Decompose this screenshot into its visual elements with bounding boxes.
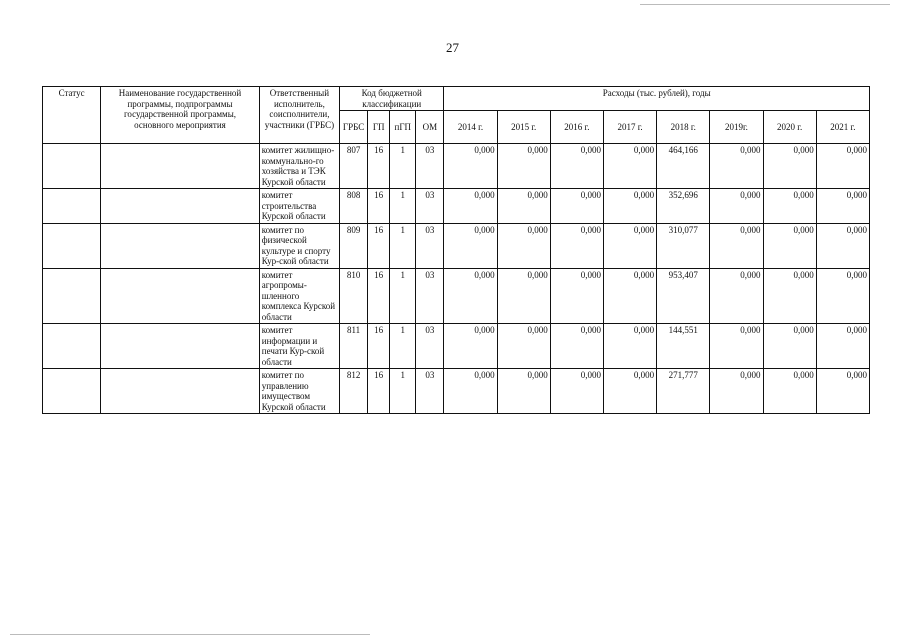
program-cell xyxy=(101,189,260,224)
header-code-0: ГРБС xyxy=(340,111,368,144)
grbs-cell: 811 xyxy=(340,324,368,369)
pgp-cell: 1 xyxy=(390,324,416,369)
amount-cell: 0,000 xyxy=(763,369,816,414)
header-year-7: 2021 г. xyxy=(816,111,869,144)
table-row xyxy=(43,268,870,324)
program-cell xyxy=(101,144,260,189)
amount-cell: 0,000 xyxy=(763,189,816,224)
amount-cell: 0,000 xyxy=(763,144,816,189)
amount-cell: 0,000 xyxy=(816,144,869,189)
amount-cell: 0,000 xyxy=(603,223,656,268)
program-cell xyxy=(101,324,260,369)
header-budget-code: Код бюджетной классификации xyxy=(340,87,444,111)
grbs-cell: 809 xyxy=(340,223,368,268)
header-year-2: 2016 г. xyxy=(550,111,603,144)
gp-cell: 16 xyxy=(368,223,390,268)
status-cell xyxy=(43,223,101,268)
header-year-1: 2015 г. xyxy=(497,111,550,144)
amount-cell: 0,000 xyxy=(444,369,497,414)
amount-cell: 0,000 xyxy=(444,189,497,224)
scan-artifact-bottom xyxy=(10,634,370,635)
amount-cell: 0,000 xyxy=(603,144,656,189)
om-cell: 03 xyxy=(416,268,444,324)
header-year-5: 2019г. xyxy=(710,111,763,144)
amount-cell: 0,000 xyxy=(550,144,603,189)
amount-cell: 0,000 xyxy=(550,268,603,324)
pgp-cell: 1 xyxy=(390,268,416,324)
table-row xyxy=(43,189,870,224)
status-cell xyxy=(43,324,101,369)
executor-cell: комитет по управлению имуществом Курской области xyxy=(259,369,339,414)
status-cell xyxy=(43,369,101,414)
pgp-cell: 1 xyxy=(390,189,416,224)
header-code-1: ГП xyxy=(368,111,390,144)
pgp-cell: 1 xyxy=(390,369,416,414)
amount-cell: 0,000 xyxy=(603,369,656,414)
gp-cell: 16 xyxy=(368,324,390,369)
amount-cell: 0,000 xyxy=(710,369,763,414)
table-row xyxy=(43,144,870,189)
amount-cell: 0,000 xyxy=(816,223,869,268)
executor-cell: комитет агропромы-шленного комплекса Курской области xyxy=(259,268,339,324)
header-code-3: ОМ xyxy=(416,111,444,144)
amount-cell: 0,000 xyxy=(710,324,763,369)
amount-cell: 0,000 xyxy=(497,144,550,189)
amount-cell: 0,000 xyxy=(444,223,497,268)
amount-cell: 0,000 xyxy=(763,324,816,369)
amount-cell: 0,000 xyxy=(763,223,816,268)
amount-cell: 0,000 xyxy=(710,223,763,268)
amount-cell: 271,777 xyxy=(657,369,710,414)
amount-cell: 0,000 xyxy=(550,324,603,369)
table-row xyxy=(43,223,870,268)
amount-cell: 953,407 xyxy=(657,268,710,324)
grbs-cell: 810 xyxy=(340,268,368,324)
header-year-0: 2014 г. xyxy=(444,111,497,144)
header-year-6: 2020 г. xyxy=(763,111,816,144)
status-cell xyxy=(43,189,101,224)
amount-cell: 0,000 xyxy=(763,268,816,324)
header-program: Наименование государственной программы, подпрограммы государственной программы, основного мероприятия xyxy=(101,87,260,144)
page-number: 27 xyxy=(446,40,459,55)
amount-cell: 0,000 xyxy=(603,268,656,324)
amount-cell: 0,000 xyxy=(497,268,550,324)
grbs-cell: 807 xyxy=(340,144,368,189)
pgp-cell: 1 xyxy=(390,144,416,189)
om-cell: 03 xyxy=(416,223,444,268)
amount-cell: 0,000 xyxy=(497,324,550,369)
grbs-cell: 812 xyxy=(340,369,368,414)
amount-cell: 464,166 xyxy=(657,144,710,189)
gp-cell: 16 xyxy=(368,369,390,414)
amount-cell: 0,000 xyxy=(550,223,603,268)
gp-cell: 16 xyxy=(368,144,390,189)
status-cell xyxy=(43,268,101,324)
amount-cell: 0,000 xyxy=(710,144,763,189)
table-row xyxy=(43,324,870,369)
om-cell: 03 xyxy=(416,369,444,414)
header-expenses: Расходы (тыс. рублей), годы xyxy=(444,87,870,111)
om-cell: 03 xyxy=(416,144,444,189)
amount-cell: 0,000 xyxy=(497,223,550,268)
amount-cell: 0,000 xyxy=(603,324,656,369)
table-row xyxy=(43,369,870,414)
table-header xyxy=(43,87,870,144)
amount-cell: 0,000 xyxy=(710,268,763,324)
grbs-cell: 808 xyxy=(340,189,368,224)
amount-cell: 0,000 xyxy=(444,324,497,369)
header-year-4: 2018 г. xyxy=(657,111,710,144)
header-code-2: пГП xyxy=(390,111,416,144)
amount-cell: 0,000 xyxy=(497,369,550,414)
amount-cell: 0,000 xyxy=(710,189,763,224)
amount-cell: 0,000 xyxy=(444,268,497,324)
gp-cell: 16 xyxy=(368,268,390,324)
amount-cell: 0,000 xyxy=(816,189,869,224)
om-cell: 03 xyxy=(416,324,444,369)
amount-cell: 0,000 xyxy=(816,369,869,414)
header-year-3: 2017 г. xyxy=(603,111,656,144)
amount-cell: 310,077 xyxy=(657,223,710,268)
executor-cell: комитет информации и печати Кур-ской области xyxy=(259,324,339,369)
amount-cell: 0,000 xyxy=(550,189,603,224)
executor-cell: комитет по физической культуре и спорту Кур-ской области xyxy=(259,223,339,268)
header-executor: Ответственный исполнитель, соисполнители, участники (ГРБС) xyxy=(259,87,339,144)
scan-artifact-top xyxy=(640,4,890,5)
executor-cell: комитет жилищно-коммунально-го хозяйства и ТЭК Курской области xyxy=(259,144,339,189)
amount-cell: 0,000 xyxy=(497,189,550,224)
table-body xyxy=(43,144,870,414)
amount-cell: 352,696 xyxy=(657,189,710,224)
header-status: Статус xyxy=(43,87,101,144)
amount-cell: 144,551 xyxy=(657,324,710,369)
amount-cell: 0,000 xyxy=(816,324,869,369)
om-cell: 03 xyxy=(416,189,444,224)
executor-cell: комитет строительства Курской области xyxy=(259,189,339,224)
pgp-cell: 1 xyxy=(390,223,416,268)
program-cell xyxy=(101,268,260,324)
program-cell xyxy=(101,223,260,268)
gp-cell: 16 xyxy=(368,189,390,224)
budget-table xyxy=(42,86,870,414)
amount-cell: 0,000 xyxy=(550,369,603,414)
amount-cell: 0,000 xyxy=(816,268,869,324)
amount-cell: 0,000 xyxy=(603,189,656,224)
status-cell xyxy=(43,144,101,189)
program-cell xyxy=(101,369,260,414)
amount-cell: 0,000 xyxy=(444,144,497,189)
